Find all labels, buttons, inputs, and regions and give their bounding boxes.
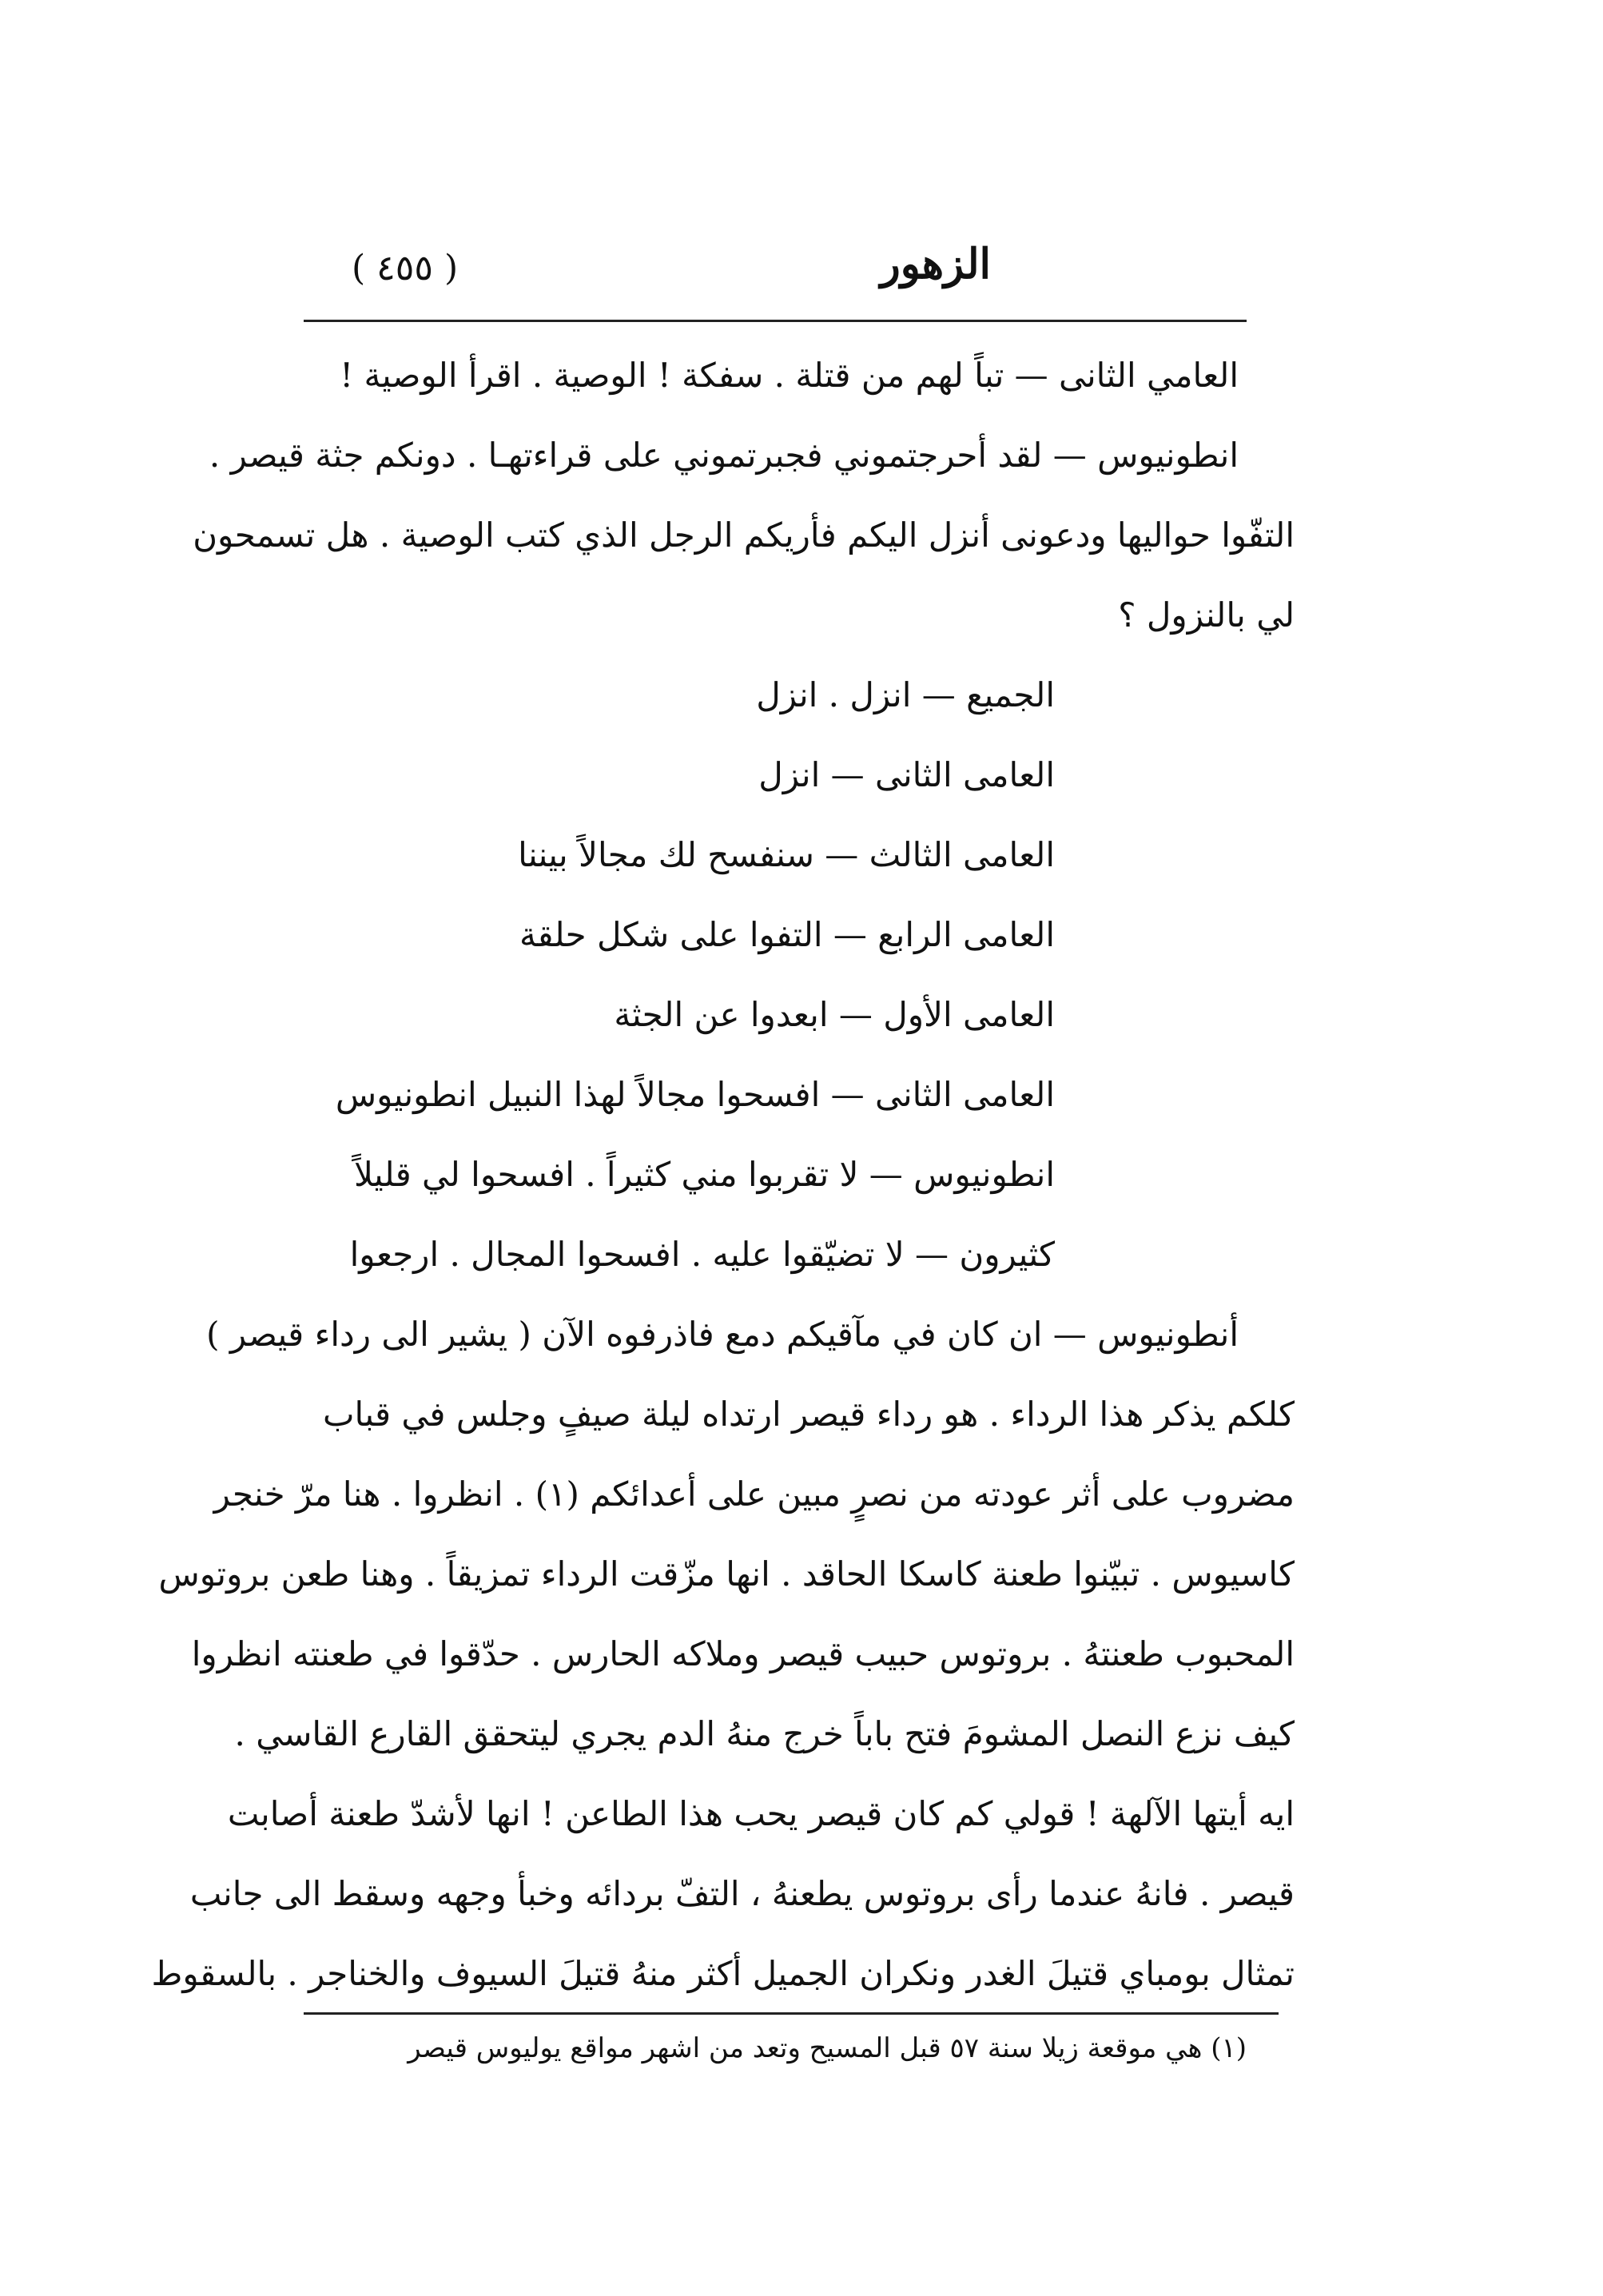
dialog-line: كثيرون — لا تضيّقوا عليه . افسحوا المجال . ارجعوا [349,1235,1055,1274]
text-line: العامي الثانى — تباً لهم من قتلة . سفكة ! الوصية . اقرأ الوصية ! [340,356,1239,395]
page-header [304,240,1263,312]
text-line: ايه أيتها الآلهة ! قولي كم كان قيصر يحب هذا الطاعن ! انها لأشدّ طعنة أصابت [227,1794,1295,1833]
footnote: (١) هي موقعة زيلا سنة ٥٧ قبل المسيح وتعد من اشهر مواقع يوليوس قيصر [408,2032,1247,2064]
dialog-line: العامى الثانى — افسحوا مجالاً لهذا النبيل انطونيوس [335,1075,1055,1114]
dialog-line: العامى الثانى — انزل [758,755,1055,794]
dialog-line: الجميع — انزل . انزل [756,675,1055,714]
dialog-line: انطونيوس — لا تقربوا مني كثيراً . افسحوا لي قليلاً [353,1155,1055,1194]
text-line: لي بالنزول ؟ [1118,595,1295,635]
text-line: قيصر . فانهُ عندما رأى بروتوس يطعنهُ ، التفّ بردائه وخبأ وجهه وسقط الى جانب [189,1874,1295,1913]
text-line: كاسيوس . تبيّنوا طعنة كاسكا الحاقد . انها مزّقت الرداء تمزيقاً . وهنا طعن بروتوس [158,1554,1295,1594]
header-rule [304,320,1247,322]
text-line: التفّوا حواليها ودعونى أنزل اليكم فأريكم الرجل الذي كتب الوصية . هل تسمحون [193,515,1295,555]
dialog-line: العامى الثالث — سنفسح لك مجالاً بيننا [518,835,1055,874]
text-line: أنطونيوس — ان كان في مآقيكم دمع فاذرفوه الآن ( يشير الى رداء قيصر ) [206,1315,1239,1354]
text-line: كيف نزع النصل المشومَ فتح باباً خرج منهُ الدم يجري ليتحقق القارع القاسي . [234,1714,1295,1753]
text-line: انطونيوس — لقد أحرجتموني فجبرتموني على قراءتهـا . دونكم جثة قيصر . [209,436,1239,475]
text-line: تمثال بومباي قتيلَ الغدر ونكران الجميل أكثر منهُ قتيلَ السيوف والخناجر . بالسقوط [151,1954,1295,1993]
body-text [151,336,1295,2014]
running-title: الزهور [880,240,991,288]
text-line: كلكم يذكر هذا الرداء . هو رداء قيصر ارتداه ليلة صيفٍ وجلس في قباب [322,1395,1295,1434]
dialog-line: العامى الرابع — التفوا على شكل حلقة [519,915,1055,954]
page-number: ( ٤٥٥ ) [352,248,459,288]
footnote-rule [304,2012,1279,2015]
text-line: مضروب على أثر عودته من نصرٍ مبين على أعدائكم (١) . انظروا . هنا مرّ خنجر [213,1474,1295,1514]
text-line: المحبوب طعنتهُ . بروتوس حبيب قيصر وملاكه الحارس . حدّقوا في طعنته انظروا [191,1634,1295,1673]
dialog-line: العامى الأول — ابعدوا عن الجثة [614,995,1055,1034]
